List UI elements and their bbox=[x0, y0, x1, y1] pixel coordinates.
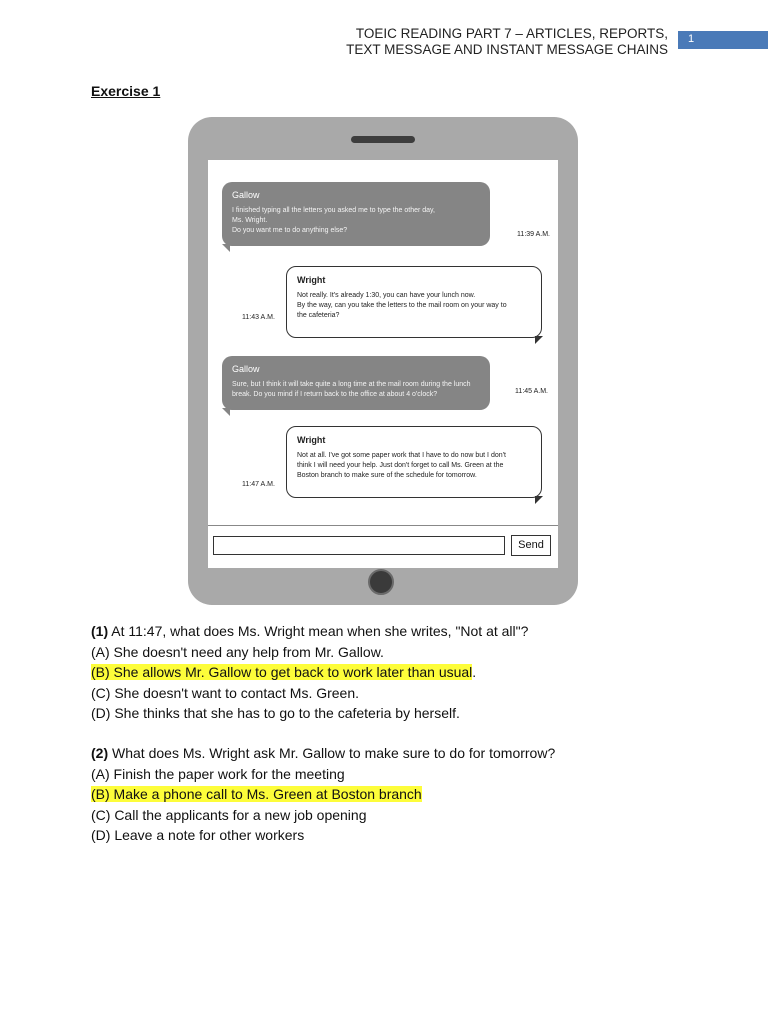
chat-input-bar bbox=[208, 525, 558, 569]
option-1b: (B) She allows Mr. Gallow to get back to work later than usual. bbox=[91, 664, 477, 681]
question-2 bbox=[91, 743, 555, 846]
chat-screen bbox=[208, 160, 558, 568]
speaker-icon bbox=[351, 136, 415, 143]
page-number-badge bbox=[678, 31, 768, 49]
tablet-frame bbox=[188, 117, 578, 605]
home-button-icon bbox=[368, 569, 394, 595]
exercise-title: Exercise 1 bbox=[91, 83, 161, 99]
highlighted-answer: (B) Make a phone call to Ms. Green at Boston branch bbox=[91, 786, 422, 803]
header-line-2: TEXT MESSAGE AND INSTANT MESSAGE CHAINS bbox=[346, 42, 668, 57]
chat-message-2 bbox=[286, 266, 542, 338]
message-text: Not at all. I've got some paper work that I have to do now but I don't think I will need your help. Just don't forget to call Ms. Green at the Boston branch to make sure of the schedule for tomorrow. bbox=[297, 452, 506, 479]
highlighted-answer: (B) She allows Mr. Gallow to get back to work later than usual bbox=[91, 664, 473, 681]
message-time: 11:45 A.M. bbox=[515, 388, 548, 395]
page-number: 1 bbox=[688, 33, 695, 45]
option-1c: (C) She doesn't want to contact Ms. Green. bbox=[91, 684, 360, 701]
message-time: 11:47 A.M. bbox=[242, 481, 275, 488]
question-number: (1) bbox=[91, 623, 109, 639]
message-sender: Gallow bbox=[232, 364, 260, 374]
option-1a: (A) She doesn't need any help from Mr. Gallow. bbox=[91, 643, 384, 660]
header-line-1: TOEIC READING PART 7 – ARTICLES, REPORTS, bbox=[355, 26, 668, 41]
question-1 bbox=[91, 621, 528, 724]
question-text: At 11:47, what does Ms. Wright mean when she writes, "Not at all"? bbox=[108, 623, 529, 639]
message-text: I finished typing all the letters you asked me to type the other day, Ms. Wright. Do you want me to do anything else? bbox=[232, 207, 435, 234]
message-time: 11:43 A.M. bbox=[242, 314, 275, 321]
message-time: 11:39 A.M. bbox=[517, 231, 550, 238]
page-header bbox=[346, 26, 668, 58]
bubble-tail bbox=[535, 336, 543, 344]
option-2a: (A) Finish the paper work for the meeting bbox=[91, 765, 345, 782]
bubble-tail bbox=[222, 408, 230, 416]
question-number: (2) bbox=[91, 745, 109, 761]
chat-message-1 bbox=[222, 182, 550, 246]
bubble-tail bbox=[535, 496, 543, 504]
chat-message-3 bbox=[222, 356, 548, 410]
question-text: What does Ms. Wright ask Mr. Gallow to make sure to do for tomorrow? bbox=[108, 745, 556, 761]
option-2b bbox=[91, 784, 555, 805]
option-2d: (D) Leave a note for other workers bbox=[91, 827, 305, 844]
message-sender: Wright bbox=[297, 275, 326, 285]
message-text: Sure, but I think it will take quite a long time at the mail room during the lunch break. Do you mind if I return back to the office at about 4 o'clock? bbox=[232, 381, 471, 398]
message-text: Not really. It's already 1:30, you can have your lunch now. By the way, can you take the letters to the mail room on your way to the cafeteria? bbox=[297, 292, 507, 319]
message-sender: Gallow bbox=[232, 190, 260, 200]
option-2c: (C) Call the applicants for a new job opening bbox=[91, 806, 367, 823]
option-1d: (D) She thinks that she has to go to the cafeteria by herself. bbox=[91, 705, 460, 722]
bubble-tail bbox=[222, 244, 230, 252]
message-sender: Wright bbox=[297, 435, 326, 445]
send-button[interactable]: Send bbox=[511, 535, 551, 556]
chat-message-4 bbox=[286, 426, 542, 498]
message-input[interactable] bbox=[213, 536, 505, 555]
